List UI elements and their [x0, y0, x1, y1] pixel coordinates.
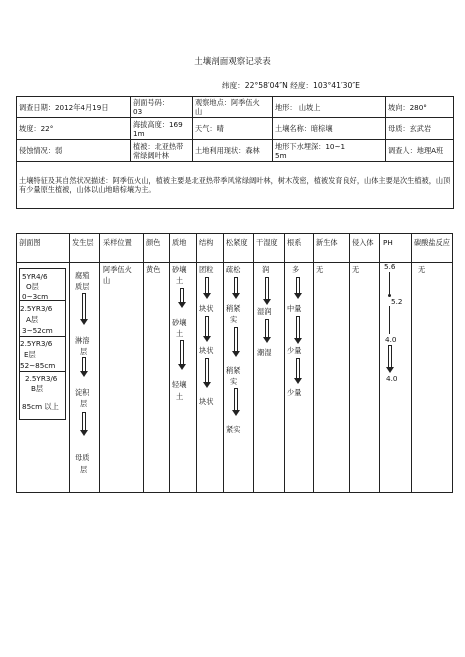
sample-location: 阿季伍火 [103, 265, 132, 274]
coordinates: 纬度：22°58′04″N 经度：103°41′30″E [222, 81, 360, 90]
header-color: 颜色 [146, 238, 161, 247]
profile-no: 剖面号码： 03 [131, 97, 193, 118]
horizon-illuvial: 淀积 [75, 388, 90, 397]
down-arrow-icon [178, 288, 185, 308]
description: 土壤特征及其自然状况描述：阿季伍火山，植被主要是北亚热带季风常绿阔叶林，树木茂密，植被发育良好，山体主要是次生植被，山顶有少量原生植被，山体以山地暗棕壤为主。 [17, 162, 454, 209]
aspect: 坡向：280° [386, 97, 454, 118]
vegetation: 植被：北亚热带 常绿阔叶林 [131, 140, 193, 162]
layer-o-depth: 0~3cm [22, 292, 49, 301]
header-moisture: 干湿度 [256, 238, 278, 247]
down-arrow-icon [178, 340, 185, 370]
soil-name: 土壤名称：暗棕壤 [273, 118, 386, 140]
down-arrow-icon [203, 277, 210, 299]
roots-3: 少量 [287, 346, 302, 355]
erosion: 侵蚀情况：弱 [17, 140, 131, 162]
layer-a-color: 2.5YR3/6 [20, 304, 53, 313]
slope: 坡度：22° [17, 118, 131, 140]
moisture-3: 潮湿 [257, 348, 272, 357]
investigator: 调查人：地理A班 [386, 140, 454, 162]
down-arrow-icon [232, 277, 239, 299]
layer-e-name: E层 [24, 350, 36, 359]
sample-location-2: 山 [103, 276, 111, 285]
layer-b-name: B层 [31, 384, 44, 393]
header-intrusions: 侵入体 [352, 238, 374, 247]
layer-b-depth: 85cm 以上 [22, 402, 59, 411]
horizon-parent-2: 层 [80, 465, 88, 474]
ph-value-3: 4.0 [385, 335, 397, 344]
header-sample-location: 采样位置 [103, 238, 132, 247]
compactness-2b: 实 [230, 315, 238, 324]
header-structure: 结构 [199, 238, 214, 247]
carbonate: 无 [418, 265, 426, 274]
compactness-3b: 实 [230, 377, 238, 386]
down-arrow-icon [386, 345, 393, 373]
down-arrow-icon [203, 316, 210, 342]
new-growth: 无 [316, 265, 324, 274]
location: 观察地点：阿季伍火 山 [193, 97, 273, 118]
structure-3: 块状 [199, 346, 214, 355]
down-arrow-icon [294, 316, 301, 344]
layer-e-color: 2.5YR3/6 [20, 339, 53, 348]
structure-4: 块状 [199, 397, 214, 406]
survey-date: 调查日期：2012年4月19日 [17, 97, 131, 118]
texture-1b: 土 [176, 276, 184, 285]
down-arrow-icon [263, 277, 270, 305]
moisture-1: 润 [262, 265, 270, 274]
header-ph: PH [383, 238, 393, 247]
header-profile: 剖面图 [19, 238, 41, 247]
texture-1: 砂壤 [172, 265, 187, 274]
texture-3: 轻壤 [172, 380, 187, 389]
layer-e-depth: 52~85cm [20, 361, 56, 370]
header-new-growth: 新生体 [316, 238, 338, 247]
down-arrow-icon [80, 412, 87, 436]
texture-2: 砂壤 [172, 318, 187, 327]
moisture-2: 湿润 [257, 307, 272, 316]
texture-3b: 土 [176, 392, 184, 401]
header-compactness: 松紧度 [226, 238, 248, 247]
soil-color: 黄色 [146, 265, 161, 274]
compactness-4: 紧实 [226, 425, 241, 434]
texture-2b: 土 [176, 329, 184, 338]
horizon-humus-2: 质层 [75, 282, 90, 291]
layer-b-color: 2.5YR3/6 [25, 374, 58, 383]
header-roots: 根系 [287, 238, 302, 247]
layer-o-name: O层 [26, 282, 39, 291]
horizon-illuvial-2: 层 [80, 399, 88, 408]
ph-value-4: 4.0 [386, 374, 398, 383]
roots-2: 中量 [287, 304, 302, 313]
down-arrow-icon [80, 293, 87, 325]
down-arrow-icon [232, 327, 239, 357]
down-arrow-icon [294, 358, 301, 384]
compactness-3: 稍紧 [226, 366, 241, 375]
compactness-2: 稍紧 [226, 304, 241, 313]
header-horizon: 发生层 [72, 238, 94, 247]
roots-4: 少量 [287, 388, 302, 397]
weather: 天气：晴 [193, 118, 273, 140]
down-arrow-icon [80, 357, 87, 377]
header-carbonate: 碳酸盐反应 [414, 238, 450, 247]
horizon-eluvial-2: 层 [80, 347, 88, 356]
compactness-1: 疏松 [226, 265, 241, 274]
info-table [16, 96, 454, 209]
page-title: 土壤剖面观察记录表 [194, 57, 271, 67]
down-arrow-icon [203, 358, 210, 388]
layer-a-depth: 3~52cm [22, 326, 53, 335]
terrain: 地形： 山坡上 [273, 97, 386, 118]
structure-2: 块状 [199, 304, 214, 313]
horizon-humus: 腐殖 [75, 271, 90, 280]
parent-material: 母质：玄武岩 [386, 118, 454, 140]
down-arrow-icon [263, 319, 270, 343]
roots-1: 多 [292, 265, 300, 274]
horizon-parent: 母质 [75, 453, 90, 462]
structure-1: 团粒 [199, 265, 214, 274]
groundwater: 地形下水埋深：10~1 5m [273, 140, 386, 162]
intrusions: 无 [352, 265, 360, 274]
header-texture: 质地 [172, 238, 187, 247]
horizon-eluvial: 淋溶 [75, 336, 90, 345]
ph-value-2: 5.2 [391, 297, 403, 306]
down-arrow-icon [232, 388, 239, 416]
layer-a-name: A层 [26, 315, 39, 324]
elevation: 海拔高度：169 1m [131, 118, 193, 140]
land-use: 土地利用现状：森林 [193, 140, 273, 162]
layer-o-color: 5YR4/6 [22, 272, 48, 281]
ph-value-1: 5.6 [384, 262, 396, 271]
down-arrow-icon [294, 277, 301, 299]
